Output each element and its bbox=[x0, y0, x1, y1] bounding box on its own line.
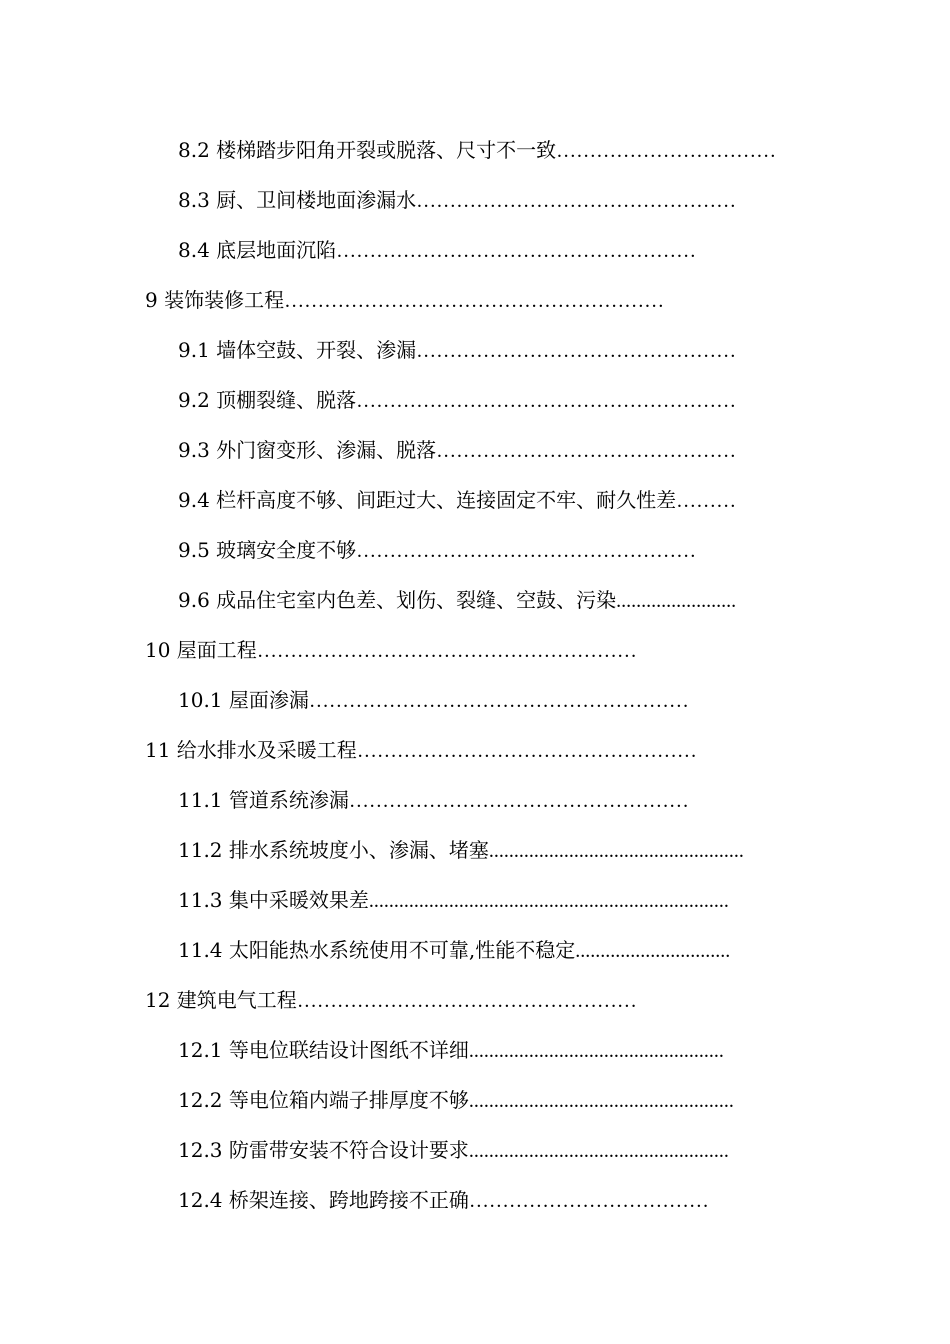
toc-entry-text: 10 屋面工程 bbox=[145, 638, 257, 662]
toc-leader: ………………………………………… bbox=[416, 190, 737, 212]
toc-entry-text: 9.6 成品住宅室内色差、划伤、裂缝、空鼓、污染 bbox=[178, 588, 617, 612]
toc-leader: …………………………………………… bbox=[356, 540, 697, 562]
toc-entry-12-4 bbox=[0, 1178, 950, 1228]
toc-leader: ………………………………………………… bbox=[356, 390, 737, 412]
toc-leader: …………………………………………… bbox=[356, 740, 697, 762]
toc-leader: ……………………………………………… bbox=[336, 240, 697, 262]
toc-leader: ..................................................... bbox=[468, 1090, 734, 1112]
toc-entry-8-4 bbox=[0, 228, 950, 278]
toc-entry-11-4 bbox=[0, 928, 950, 978]
toc-leader: ………………………………………… bbox=[416, 340, 737, 362]
toc-entry-12-1 bbox=[0, 1028, 950, 1078]
toc-entry-text: 11.1 管道系统渗漏 bbox=[178, 788, 349, 812]
toc-entry-text: 9.1 墙体空鼓、开裂、渗漏 bbox=[178, 338, 417, 362]
toc-entry-12-3 bbox=[0, 1128, 950, 1178]
toc-leader: ……………………………………… bbox=[436, 440, 737, 462]
toc-leader: …………………………… bbox=[556, 140, 777, 162]
toc-entry-11-2 bbox=[0, 828, 950, 878]
toc-leader: ……………………………… bbox=[468, 1190, 709, 1212]
toc-leader: ........................................................................ bbox=[368, 890, 729, 912]
toc-entry-text: 12.3 防雷带安装不符合设计要求 bbox=[178, 1138, 469, 1162]
toc-entry-9 bbox=[0, 278, 950, 328]
toc-leader: ………………………………………………… bbox=[284, 290, 665, 312]
toc-leader: ................................................... bbox=[488, 840, 744, 862]
toc-entry-text: 11.4 太阳能热水系统使用不可靠,性能不稳定 bbox=[178, 938, 576, 962]
toc-entry-9-1 bbox=[0, 328, 950, 378]
toc-entry-9-3 bbox=[0, 428, 950, 478]
toc-entry-9-5 bbox=[0, 528, 950, 578]
toc-leader: .................................................... bbox=[468, 1140, 729, 1162]
toc-entry-11-1 bbox=[0, 778, 950, 828]
toc-entry-10-1 bbox=[0, 678, 950, 728]
toc-entry-text: 12.4 桥架连接、跨地跨接不正确 bbox=[178, 1188, 469, 1212]
toc-leader: ........................ bbox=[616, 590, 737, 612]
toc-leader: ……… bbox=[676, 490, 737, 512]
toc-entry-text: 12.2 等电位箱内端子排厚度不够 bbox=[178, 1088, 469, 1112]
toc-entry-text: 9.3 外门窗变形、渗漏、脱落 bbox=[178, 438, 437, 462]
toc-leader: …………………………………………… bbox=[348, 790, 689, 812]
table-of-contents bbox=[0, 128, 950, 1228]
toc-entry-text: 8.4 底层地面沉陷 bbox=[178, 238, 337, 262]
toc-entry-11 bbox=[0, 728, 950, 778]
toc-entry-text: 8.3 厨、卫间楼地面渗漏水 bbox=[178, 188, 417, 212]
toc-leader: ………………………………………………… bbox=[256, 640, 637, 662]
toc-entry-text: 9.5 玻璃安全度不够 bbox=[178, 538, 357, 562]
toc-entry-text: 12 建筑电气工程 bbox=[145, 988, 297, 1012]
toc-entry-text: 10.1 屋面渗漏 bbox=[178, 688, 309, 712]
toc-leader: ................................................... bbox=[468, 1040, 724, 1062]
toc-entry-text: 9 装饰装修工程 bbox=[145, 288, 285, 312]
toc-leader: ............................... bbox=[575, 940, 731, 962]
toc-entry-9-6 bbox=[0, 578, 950, 628]
toc-entry-8-3 bbox=[0, 178, 950, 228]
toc-entry-text: 8.2 楼梯踏步阳角开裂或脱落、尺寸不一致 bbox=[178, 138, 557, 162]
toc-entry-9-4 bbox=[0, 478, 950, 528]
toc-entry-text: 11.2 排水系统坡度小、渗漏、堵塞 bbox=[178, 838, 489, 862]
toc-entry-12 bbox=[0, 978, 950, 1028]
toc-entry-9-2 bbox=[0, 378, 950, 428]
toc-entry-text: 11.3 集中采暖效果差 bbox=[178, 888, 369, 912]
toc-entry-text: 12.1 等电位联结设计图纸不详细 bbox=[178, 1038, 469, 1062]
toc-entry-8-2 bbox=[0, 128, 950, 178]
toc-entry-text: 9.2 顶棚裂缝、脱落 bbox=[178, 388, 357, 412]
toc-entry-text: 9.4 栏杆高度不够、间距过大、连接固定不牢、耐久性差 bbox=[178, 488, 677, 512]
toc-leader: …………………………………………… bbox=[296, 990, 637, 1012]
toc-entry-text: 11 给水排水及采暖工程 bbox=[145, 738, 357, 762]
toc-entry-10 bbox=[0, 628, 950, 678]
toc-leader: ………………………………………………… bbox=[308, 690, 689, 712]
toc-entry-11-3 bbox=[0, 878, 950, 928]
toc-entry-12-2 bbox=[0, 1078, 950, 1128]
